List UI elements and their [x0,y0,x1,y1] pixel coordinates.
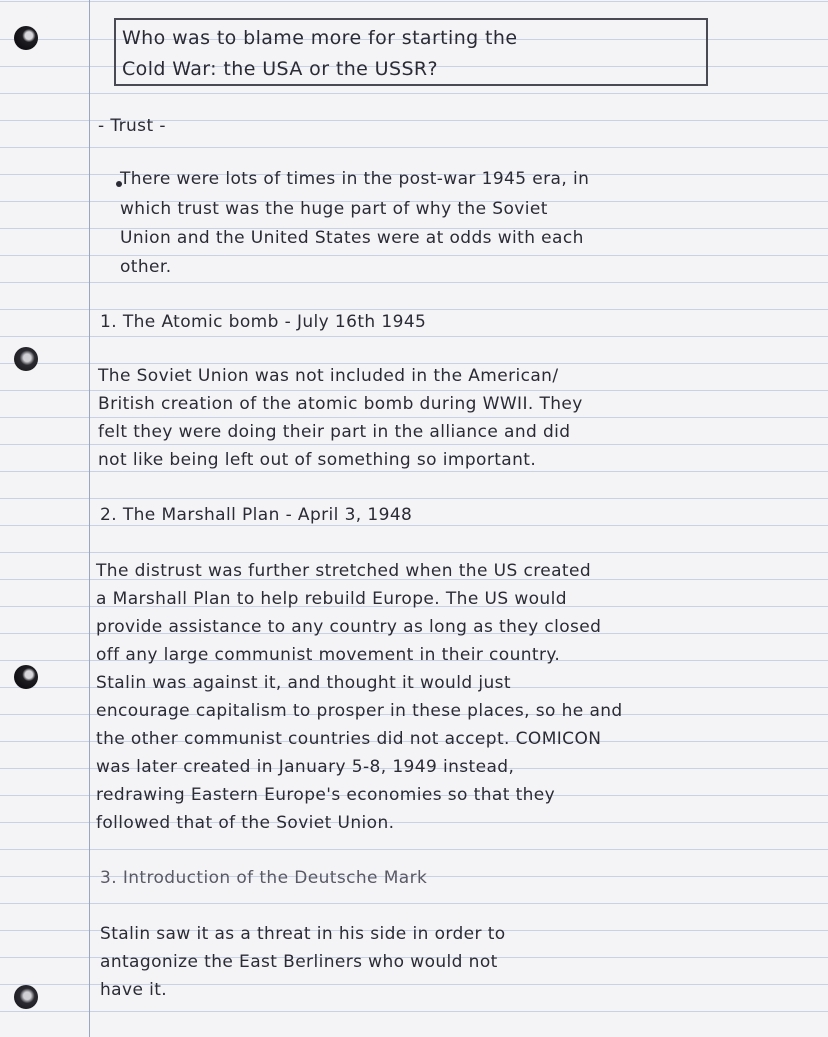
paragraph-line: antagonize the East Berliners who would not [100,952,498,972]
punch-hole [14,985,38,1009]
paragraph-line: encourage capitalism to prosper in these places, so he and [96,701,623,721]
intro-line: Union and the United States were at odds with each [120,228,584,248]
paragraph-line: was later created in January 5-8, 1949 instead, [96,757,515,777]
section-heading-trust: - Trust - [98,116,166,136]
paragraph-line: Stalin was against it, and thought it would just [96,673,511,693]
punch-hole [14,347,38,371]
intro-line: which trust was the huge part of why the Soviet [120,199,548,219]
paragraph-line: The distrust was further stretched when the US created [96,561,592,581]
paragraph-line: Stalin saw it as a threat in his side in order to [100,924,506,944]
punch-hole [14,26,38,50]
paragraph-line: provide assistance to any country as long as they closed [96,617,602,637]
intro-line: other. [120,257,172,277]
paragraph-line: redrawing Eastern Europe's economies so that they [96,785,556,805]
paragraph-line: off any large communist movement in their country. [96,645,561,665]
paragraph-line: the other communist countries did not accept. COMICON [96,729,602,749]
punch-hole [14,665,38,689]
paragraph-line: have it. [100,980,168,1000]
title-line-2: Cold War: the USA or the USSR? [122,58,438,80]
paragraph-line: not like being left out of something so important. [98,450,537,470]
paragraph-line: a Marshall Plan to help rebuild Europe. The US would [96,589,567,609]
title-line-1: Who was to blame more for starting the [122,27,518,49]
paragraph-line: followed that of the Soviet Union. [96,813,395,833]
paragraph-line: British creation of the atomic bomb during WWII. They [98,394,583,414]
paragraph-line: The Soviet Union was not included in the American/ [98,366,559,386]
heading-atomic-bomb: 1. The Atomic bomb - July 16th 1945 [100,312,427,332]
heading-deutsche-mark: 3. Introduction of the Deutsche Mark [100,868,428,888]
intro-line: There were lots of times in the post-war 1945 era, in [120,169,590,189]
paragraph-line: felt they were doing their part in the alliance and did [98,422,571,442]
margin-line [89,0,90,1037]
heading-marshall-plan: 2. The Marshall Plan - April 3, 1948 [100,505,413,525]
